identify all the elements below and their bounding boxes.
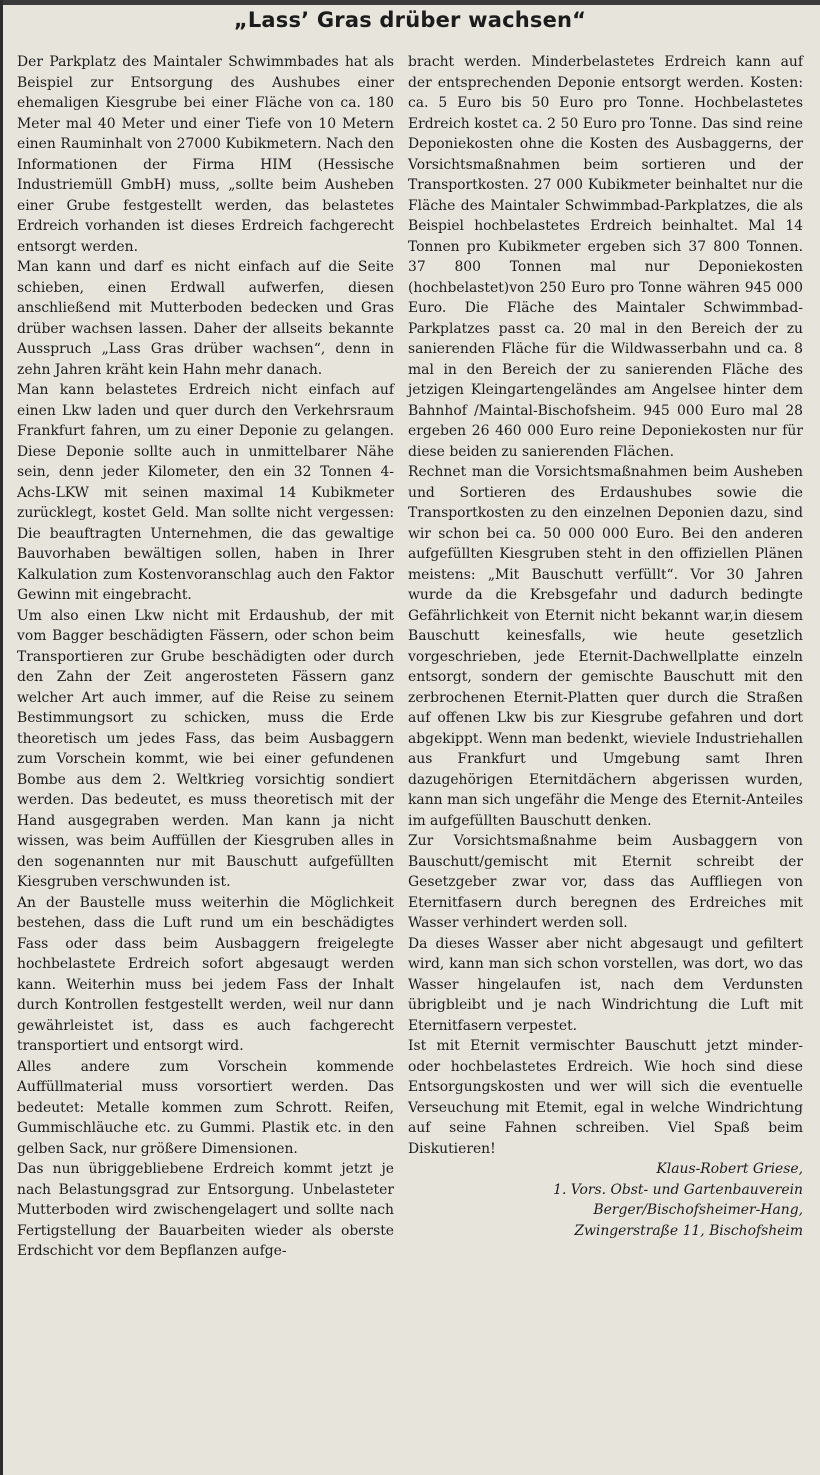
author-address: Zwingerstraße 11, Bischofsheim — [574, 1222, 803, 1239]
right-column — [408, 52, 803, 1241]
paragraph: Um also einen Lkw nicht mit Erdaushub, der mit vom Bagger beschädigten Fässern, oder schon beim Transportieren zur Grube beschädigten oder durch den Zahn der Zeit angerosteten Fässern ganz welcher Art auch immer, auf die Reise zu seinem Bestimmungsort zu schicken, muss die Erde theoretisch um jedes Fass, das beim Ausbaggern zum Vorschein kommt, wie bei einer gefundenen Bombe aus dem 2. Weltkrieg vorsichtig sondiert werden. Das bedeutet, es muss theoretisch mit der Hand ausgegraben werden. Man kann ja nicht wissen, was beim Auffüllen der Kiesgruben alles in den sogenannten nur mit Bauschutt aufgefüllten Kiesgruben verschwunden ist. — [17, 607, 394, 890]
paragraph: An der Baustelle muss weiterhin die Möglichkeit bestehen, dass die Luft rund um ein beschädigtes Fass oder dass beim Ausbaggern freigelegte hochbelastete Erdreich sofort abgesaugt werden kann. Weiterhin muss bei jedem Fass der Inhalt durch Kontrollen festgestellt werden, weil nur dann gewährleistet ist, dass es auch fachgerecht transportiert und entsorgt wird. — [17, 894, 394, 1054]
author-name: Klaus-Robert Griese, — [656, 1161, 803, 1177]
paragraph: Rechnet man die Vorsichtsmaßnahmen beim Ausheben und Sortieren des Erdaushubes sowie die Transportkosten zu den einzelnen Deponien dazu, sind wir schon bei ca. 50 000 000 Euro. Bei den anderen aufgefüllten Kiesgruben steht in den offiziellen Plänen meistens: „Mit Bauschutt verfüllt“. Vor 30 Jahren wurde da die Krebsgefahr und dadurch bedingte Gefährlichkeit von Eternit nicht bekannt war,in diesem Bauschutt keinesfalls, wie heute gesetzlich vorgeschrieben, jede Eternit-Dachwellplatte einzeln entsorgt, sondern der gemischte Bauschutt mit den zerbrochenen Eternit-Platten quer durch die Straßen auf offenen Lkw bis zur Kiesgrube gefahren und dort abgekippt. Wenn man bedenkt, wieviele Industriehallen aus Frankfurt und Umgebung samt Ihren dazugehörigen Eternitdächern abgerissen wurden, kann man sich ungefähr die Menge des Eternit-Anteiles im aufgefüllten Bauschutt denken. — [408, 464, 803, 829]
paragraph: Man kann und darf es nicht einfach auf die Seite schieben, einen Erdwall aufwerfen, diesen anschließend mit Mutterboden bedecken und Gras drüber wachsen lassen. Daher der allseits bekannte Ausspruch „Lass Gras drüber wachsen“, denn in zehn Jahren kräht kein Hahn mehr danach. — [17, 259, 394, 378]
paragraph: Zur Vorsichtsmaßnahme beim Ausbaggern von Bauschutt/gemischt mit Eternit schreibt der Gesetzgeber zwar vor, dass das Auffliegen von Eternitfasern durch beregnen des Erdreiches mit Wasser verhindert werden soll. — [408, 833, 803, 931]
author-affiliation-line: 1. Vors. Obst- und Gartenbauverein — [553, 1181, 803, 1198]
left-column — [17, 52, 394, 1262]
paragraph: Man kann belastetes Erdreich nicht einfach auf einen Lkw laden und quer durch den Verkehrsraum Frankfurt fahren, um zu einer Deponie zu gelangen. Diese Deponie sollte auch in unmittelbarer Nähe sein, denn jeder Kilometer, den ein 32 Tonnen 4-Achs-LKW mit seinen maximal 14 Kubikmeter zurücklegt, kostet Geld. Man sollte nicht vergessen: Die beauftragten Unternehmen, die das gewaltige Bauvorhaben bewältigen sollen, haben in Ihrer Kalkulation zum Kostenvoranschlag auch den Faktor Gewinn mit eingebracht. — [17, 382, 394, 603]
article-headline: „Lass’ Gras drüber wachsen“ — [233, 8, 587, 32]
author-affiliation-line: Berger/Bischofsheimer-Hang, — [593, 1202, 803, 1218]
paragraph: Alles andere zum Vorschein kommende Auffüllmaterial muss vorsortiert werden. Das bedeutet: Metalle kommen zum Schrott. Reifen, Gummischläuche etc. zu Gummi. Plastik etc. in den gelben Sack, nur größere Dimensionen. — [17, 1058, 394, 1157]
left-rule — [0, 0, 3, 1475]
paragraph: Ist mit Eternit vermischter Bauschutt jetzt minder- oder hochbelastetes Erdreich. Wie hoch sind diese Entsorgungskosten und wer will sich die eventuelle Verseuchung mit Etemit, egal in welche Windrichtung auf seine Fahnen schreiben. Viel Spaß beim Diskutieren! — [408, 1038, 803, 1157]
paragraph: Da dieses Wasser aber nicht abgesaugt und gefiltert wird, kann man sich schon vorstellen, was dort, wo das Wasser hingelaufen ist, nach dem Verdunsten übrigbleibt und je nach Windrichtung die Luft mit Eternitfasern verpestet. — [408, 935, 803, 1034]
paragraph: Das nun übriggebliebene Erdreich kommt jetzt je nach Belastungsgrad zur Entsorgung. Unbelasteter Mutterboden wird zwischengelagert und sollte nach Fertigstellung der Bauarbeiten wieder als oberste Erdschicht vor dem Bepflanzen aufge- — [17, 1161, 394, 1259]
paragraph: bracht werden. Minderbelastetes Erdreich kann auf der entsprechenden Deponie entsorgt werden. Kosten: ca. 5 Euro bis 50 Euro pro Tonne. Hochbelastetes Erdreich kostet ca. 2 50 Euro pro Tonne. Das sind reine Deponiekosten ohne die Kosten des Ausbaggerns, der Vorsichtsmaßnahmen beim sortieren und der Transportkosten. 27 000 Kubikmeter beinhaltet nur die Fläche des Maintaler Schwimmbad-Parkplatzes, die als Beispiel hochbelastetes Erdreich beinhaltet. Mal 14 Tonnen pro Kubikmeter ergeben sich 37 800 Tonnen. 37 800 Tonnen mal nur Deponiekosten (hochbelastet)von 250 Euro pro Tonne währen 945 000 Euro. Die Fläche des Maintaler Schwimmbad-Parkplatzes passt ca. 20 mal in den Bereich der zu sanierenden Fläche für die Wildwasserbahn und ca. 8 mal in den Bereich der zu sanierenden Fläche des jetzigen Kleingartengeländes am Angelsee hinter dem Bahnhof /Maintal-Bischofsheim. 945 000 Euro mal 28 ergeben 26 460 000 Euro reine Deponiekosten nur für diese beiden zu sanierenden Flächen. — [408, 54, 803, 460]
top-rule — [0, 0, 820, 5]
paragraph: Der Parkplatz des Maintaler Schwimmbades hat als Beispiel zur Entsorgung des Aushubes einer ehemaligen Kiesgrube bei einer Fläche von ca. 180 Meter mal 40 Meter und einer Tiefe von 10 Metern einen Rauminhalt von 27000 Kubikmetern. Nach den Informationen der Firma HIM (Hessische Industriemüll GmbH) muss, „sollte beim Ausheben einer Grube festgestellt werden, das belastetes Erdreich vorhanden ist dieses Erdreich fachgerecht entsorgt werden. — [17, 54, 394, 255]
